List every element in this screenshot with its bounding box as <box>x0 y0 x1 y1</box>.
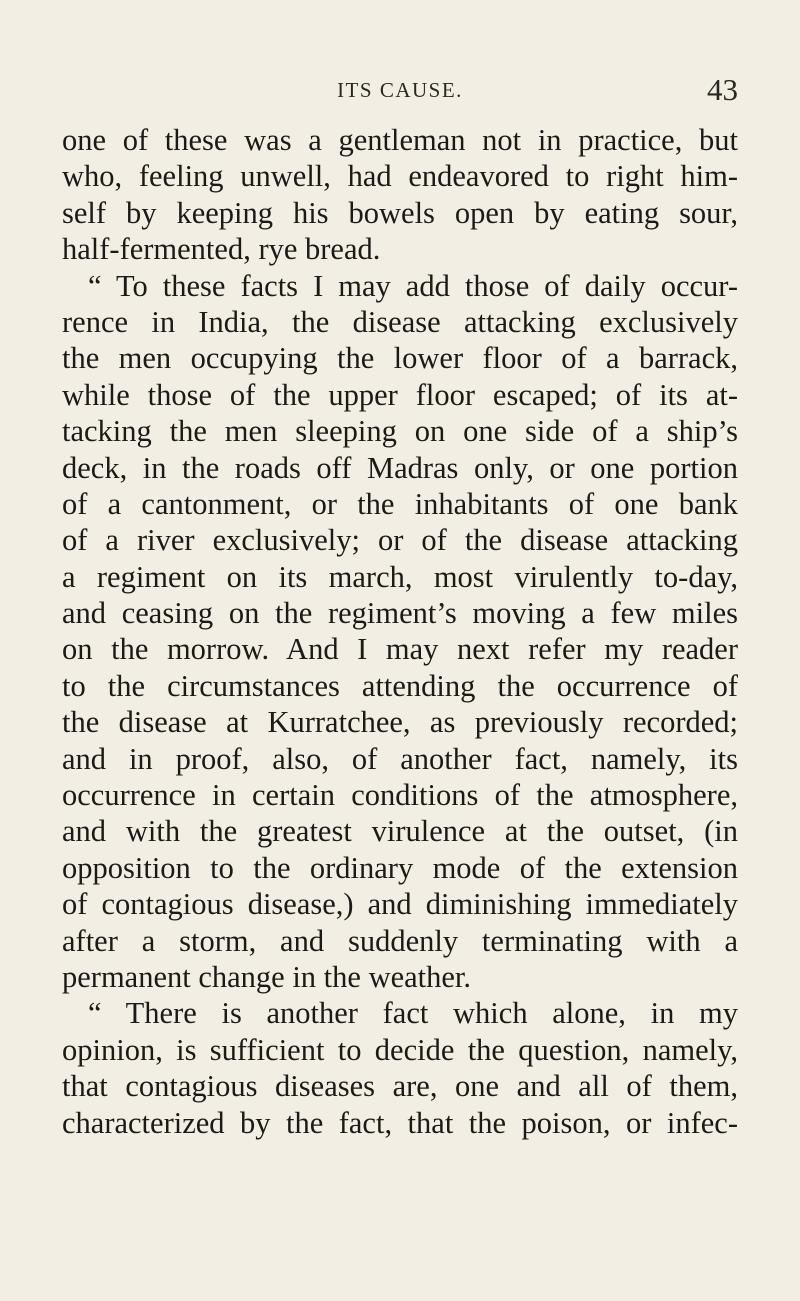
text-line: on the morrow. And I may next refer my reader <box>62 632 738 667</box>
text-line: self by keeping his bowels open by eating sour, <box>62 195 738 230</box>
text-line: permanent change in the weather. <box>62 959 472 994</box>
text-line: while those of the upper floor escaped; of its at- <box>62 377 738 412</box>
text-line: the men occupying the lower floor of a barrack, <box>62 341 738 376</box>
text-line: opinion, is sufficient to decide the question, namely, <box>62 1032 738 1067</box>
text-line: that contagious diseases are, one and all of them, <box>62 1069 738 1104</box>
text-line: and ceasing on the regiment’s moving a few miles <box>62 596 738 631</box>
text-line: deck, in the roads off Madras only, or one portion <box>62 450 738 485</box>
text-line: after a storm, and suddenly terminating with a <box>62 923 738 958</box>
text-line: a regiment on its march, most virulently to-day, <box>62 559 738 594</box>
text-line: half-fermented, rye bread. <box>62 232 381 267</box>
text-line: of contagious disease,) and diminishing immediately <box>62 887 738 922</box>
text-line: characterized by the fact, that the poison, or infec- <box>62 1105 738 1140</box>
text-line: and with the greatest virulence at the outset, (in <box>62 814 738 849</box>
text-line: of a cantonment, or the inhabitants of one bank <box>62 486 738 521</box>
text-line: one of these was a gentleman not in practice, but <box>62 123 738 157</box>
text-line: of a river exclusively; or of the disease attacking <box>62 523 738 558</box>
text-line: to the circumstances attending the occurrence of <box>62 668 738 703</box>
text-line: “ There is another fact which alone, in my <box>88 996 738 1031</box>
text-line: who, feeling unwell, had endeavored to right him- <box>62 159 738 194</box>
text-line: “ To these facts I may add those of daily occur- <box>88 268 738 303</box>
page-number: 43 <box>707 72 738 107</box>
text-line: opposition to the ordinary mode of the extension <box>62 850 738 885</box>
text-line: occurrence in certain conditions of the atmosphere, <box>62 778 738 813</box>
text-line: the disease at Kurratchee, as previously recorded; <box>62 705 738 740</box>
body-text <box>62 122 738 1141</box>
text-line: rence in India, the disease attacking exclusively <box>62 304 738 339</box>
running-header <box>62 72 738 112</box>
running-title: ITS CAUSE. <box>337 78 463 102</box>
text-line: and in proof, also, of another fact, namely, its <box>62 741 738 776</box>
text-line: tacking the men sleeping on one side of a ship’s <box>62 414 738 449</box>
